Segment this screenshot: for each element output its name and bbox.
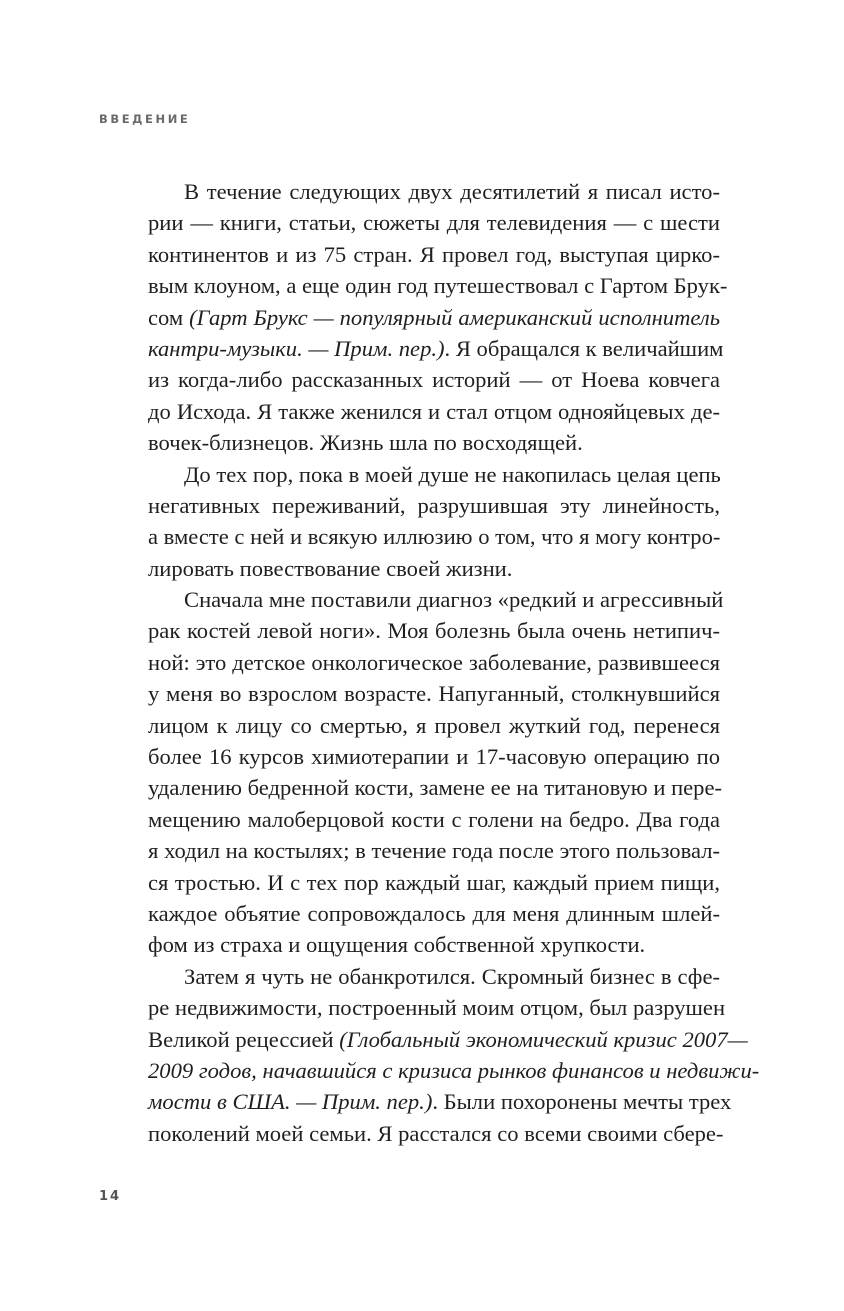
text-line	[148, 364, 720, 395]
text-line	[148, 521, 720, 552]
text-line	[148, 647, 720, 678]
text-run: удалению бедренной кости, замене ее на титановую и пере-	[148, 775, 723, 801]
text-run: . Были похоронены мечты трех	[432, 1089, 732, 1115]
text-line	[148, 929, 720, 960]
text-run: ся тростью. И с тех пор каждый шаг, каждый прием пищи,	[148, 869, 720, 895]
text-line	[148, 490, 720, 521]
text-line	[148, 992, 726, 1023]
text-line	[148, 302, 720, 333]
text-run: ре недвижимости, построенный моим отцом, был разрушен	[148, 995, 726, 1021]
text-line	[148, 898, 720, 929]
italic-note: мости в США. — Прим. пер.)	[148, 1089, 433, 1115]
text-line	[148, 678, 720, 709]
text-run: лицом к лицу со смертью, я провел жуткий год, перенеся	[148, 712, 720, 738]
text-run: В течение следующих двух десятилетий я писал исто-	[184, 179, 720, 204]
text-run: я ходил на костылях; в течение года после этого пользовал-	[148, 838, 720, 864]
text-line	[148, 333, 724, 364]
text-run: . Я обращался к величайшим	[444, 335, 724, 361]
text-run: у меня во взрослом возрасте. Напуганный, столкнувшийся	[148, 681, 720, 707]
text-line	[148, 176, 720, 207]
text-line	[148, 835, 720, 866]
text-line	[148, 584, 724, 615]
text-line	[148, 207, 720, 238]
text-run: а вместе с ней и всякую иллюзию о том, что я могу контро-	[148, 524, 721, 550]
text-run: Затем я чуть не обанкротился. Скромный бизнес в сфе-	[184, 963, 720, 989]
text-line	[148, 1118, 724, 1149]
text-run: ной: это детское онкологическое заболевание, развившееся	[148, 649, 720, 675]
text-run: мещению малоберцовой кости с голени на бедро. Два года	[148, 806, 720, 832]
text-run: вым клоуном, а еще один год путешествовал с Гартом Брук-	[148, 273, 728, 299]
text-run: более 16 курсов химиотерапии и 17-часовую операцию по	[148, 744, 720, 770]
text-line	[148, 741, 720, 772]
text-line	[148, 270, 728, 301]
text-line	[148, 804, 720, 835]
text-line	[148, 1024, 748, 1055]
text-line	[148, 239, 720, 270]
text-line	[148, 427, 720, 458]
text-line	[148, 772, 723, 803]
text-run: до Исхода. Я также женился и стал отцом однояйцевых де-	[148, 398, 720, 424]
body-text	[148, 176, 760, 1149]
text-run: рак костей левой ноги». Моя болезнь была очень нетипич-	[148, 618, 720, 644]
text-line	[148, 1055, 760, 1086]
text-run: каждое объятие сопровождалось для меня длинным шлей-	[148, 900, 720, 926]
running-head: ВВЕДЕНИЕ	[99, 112, 191, 126]
italic-note: кантри-музыки. — Прим. пер.)	[148, 335, 445, 361]
text-run: Великой рецессией	[148, 1026, 340, 1052]
text-run: вочек-близнецов. Жизнь шла по восходящей.	[148, 430, 583, 456]
text-line	[148, 867, 720, 898]
text-line	[148, 459, 720, 490]
text-line	[148, 615, 720, 646]
text-line	[148, 1086, 732, 1117]
text-line	[148, 396, 720, 427]
text-run: из когда-либо рассказанных историй — от Ноева ковчега	[148, 367, 720, 393]
text-run: поколений моей семьи. Я расстался со всеми своими сбере-	[148, 1120, 724, 1146]
italic-note: 2009 годов, начавшийся с кризиса рынков финансов и недвижи-	[148, 1057, 760, 1083]
italic-note: (Гарт Брукс — популярный американский исполнитель	[189, 304, 720, 330]
text-line	[148, 961, 720, 992]
text-run: Сначала мне поставили диагноз «редкий и агрессивный	[184, 587, 724, 613]
italic-note: (Глобальный экономический кризис 2007—	[339, 1026, 748, 1052]
text-run: рии — книги, статьи, сюжеты для телевидения — с шести	[148, 210, 720, 236]
text-line	[148, 553, 720, 584]
text-run: фом из страха и ощущения собственной хрупкости.	[148, 932, 646, 958]
text-run: До тех пор, пока в моей душе не накопилась целая цепь	[184, 461, 721, 487]
text-run: сом	[148, 304, 190, 330]
page-number: 14	[99, 1189, 122, 1204]
text-run: континентов и из 75 стран. Я провел год, выступая цирко-	[148, 241, 720, 267]
text-line	[148, 710, 720, 741]
text-run: негативных переживаний, разрушившая эту линейность,	[148, 492, 720, 518]
text-run: лировать повествование своей жизни.	[148, 555, 513, 581]
